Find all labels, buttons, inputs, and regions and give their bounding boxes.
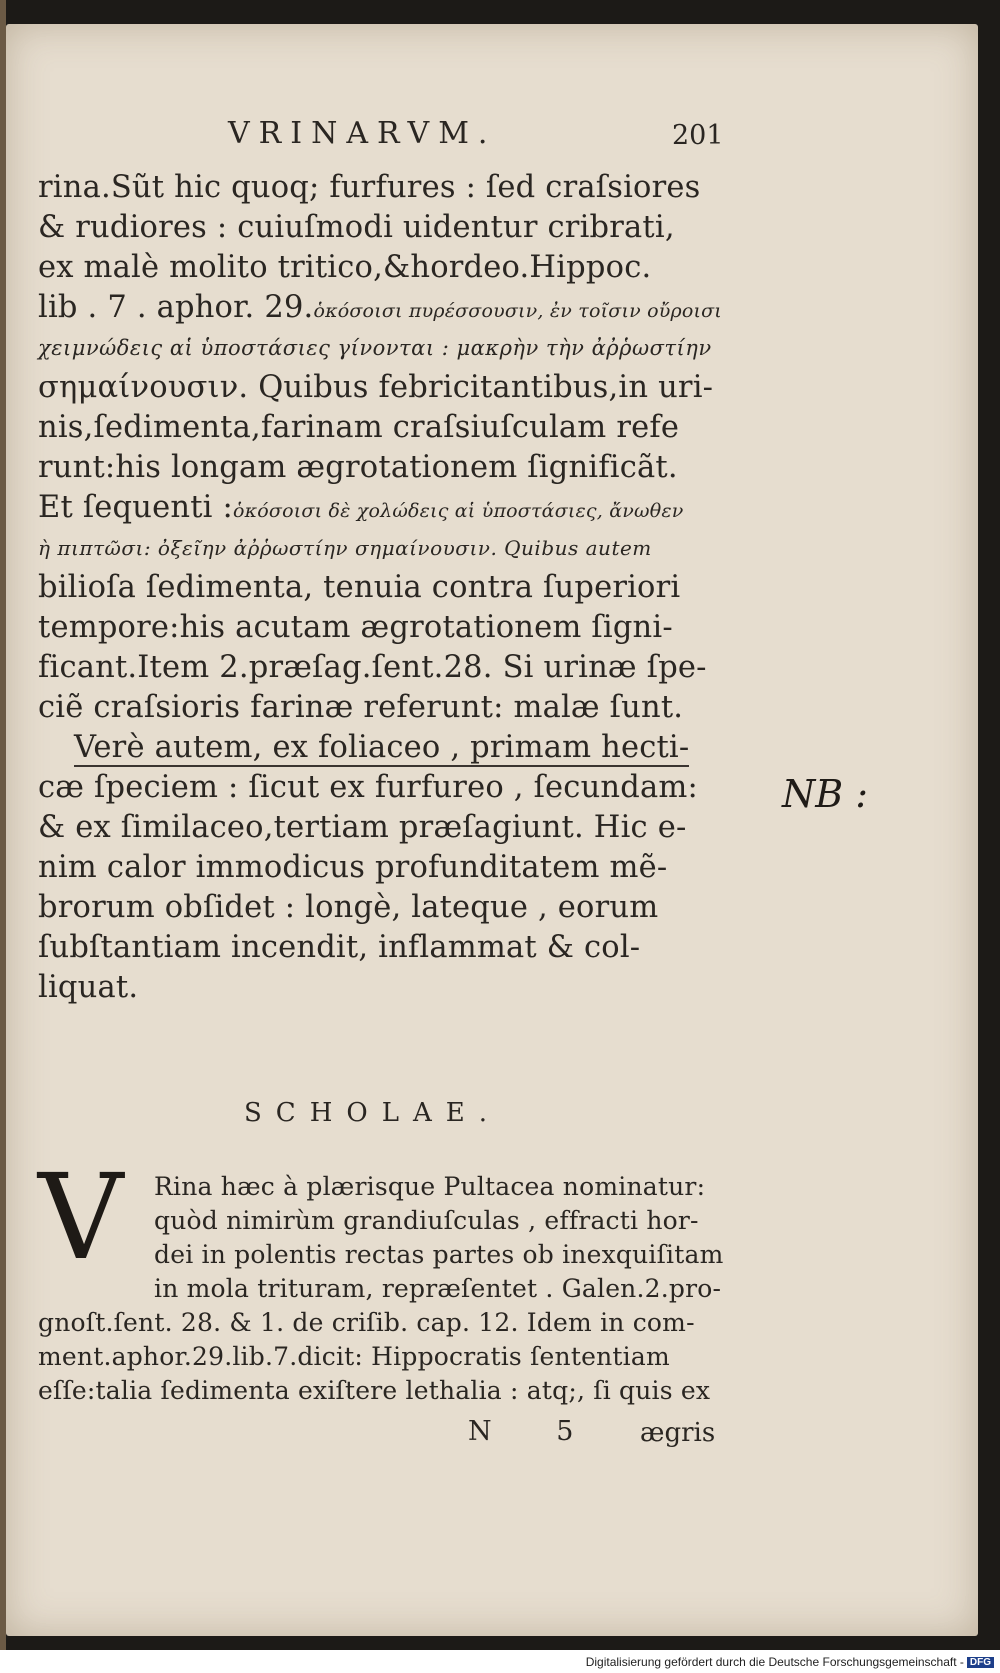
text-line: runt:his longam ægrotationem ſignificãt. bbox=[38, 450, 678, 485]
text-line bbox=[38, 288, 738, 328]
text-line: ment.aphor.29.lib.7.dicit: Hippocratis ſententiam bbox=[38, 1342, 670, 1371]
drop-capital: V bbox=[38, 1148, 124, 1286]
text-line: ex malè molito tritico,&hordeo.Hippoc. bbox=[38, 250, 652, 285]
text-line: brorum obſidet : longè, lateque , eorum bbox=[38, 890, 659, 925]
text-line bbox=[38, 488, 738, 528]
text-line: eſſe:talia ſedimenta exiſtere lethalia : atq;, ſi quis ex bbox=[38, 1376, 711, 1405]
main-text bbox=[38, 168, 738, 1008]
scholae-text bbox=[38, 1170, 738, 1408]
text-line: quòd nimirùm grandiuſculas , effracti hor- bbox=[154, 1206, 699, 1235]
catchword: ægris bbox=[640, 1418, 716, 1448]
running-head: VRINARVM. bbox=[228, 116, 497, 151]
text-line: Rina hæc à plærisque Pultacea nominatur: bbox=[154, 1172, 706, 1201]
greek-segment: ὁκόσοισι πυρέσσουσιν, ἐν τοῖσιν οὔροισι bbox=[313, 300, 722, 322]
handwritten-margin-note: NB : bbox=[782, 772, 869, 816]
text-line: dei in polentis rectas partes ob inexquiſitam bbox=[154, 1240, 724, 1269]
text-line: & ex ſimilaceo,tertiam præſagiunt. Hic e- bbox=[38, 810, 687, 845]
text-line: bilioſa ſedimenta, tenuia contra ſuperiori bbox=[38, 570, 681, 605]
text-line: rina.Sũt hic quoq; furfures : ſed craſsiores bbox=[38, 170, 701, 205]
greek-line: ὴ πιπτῶσι: ὀξεῖην ἀῤῥωστίην σημαίνουσιν. Quibus autem bbox=[38, 536, 652, 560]
text-line: liquat. bbox=[38, 970, 139, 1005]
text-line: gnoſt.ſent. 28. & 1. de criſib. cap. 12. Idem in com- bbox=[38, 1308, 695, 1337]
text-line: cæ ſpeciem : ſicut ex furfureo , ſecundam: bbox=[38, 770, 698, 805]
page-number: 201 bbox=[672, 120, 724, 151]
text-segment: Et ſequenti : bbox=[38, 490, 233, 525]
text-line: & rudiores : cuiuſmodi uidentur cribrati, bbox=[38, 210, 675, 245]
text-segment: lib . 7 . aphor. 29. bbox=[38, 290, 314, 325]
dfg-logo: DFG bbox=[967, 1657, 994, 1668]
credit-text: Digitalisierung gefördert durch die Deutsche Forschungsgemeinschaft - bbox=[585, 1655, 964, 1669]
greek-line: χειμνώδεις αἱ ὑποστάσιες γίνονται : μακρὴν τὴν ἀῤῥωστίην bbox=[38, 336, 712, 360]
greek-segment: ὁκόσοισι δὲ χολώδεις αἱ ὑποστάσιες, ἄνωθεν bbox=[233, 500, 684, 522]
text-line: σημαίνουσιν. Quibus febricitantibus,in uri- bbox=[38, 370, 714, 405]
text-line: ficant.Item 2.præſag.ſent.28. Si urinæ ſpe- bbox=[38, 650, 707, 685]
section-heading: SCHOLAE. bbox=[244, 1098, 501, 1128]
text-line bbox=[38, 728, 738, 768]
text-line: in mola trituram, repræſentet . Galen.2.pro- bbox=[154, 1274, 722, 1303]
text-line: ſubſtantiam incendit, inflammat & col- bbox=[38, 930, 641, 965]
underlined-passage: Verè autem, ex foliaceo , primam hecti- bbox=[74, 730, 690, 765]
text-line: ciẽ craſsioris farinæ referunt: malæ ſunt. bbox=[38, 690, 684, 725]
text-line: tempore:his acutam ægrotationem ſigni- bbox=[38, 610, 673, 645]
digitization-credit bbox=[586, 1655, 994, 1669]
signature-mark: N 5 bbox=[468, 1416, 602, 1447]
text-line: nis,ſedimenta,farinam craſsiuſculam refe bbox=[38, 410, 680, 445]
text-line: nim calor immodicus profunditatem mẽ- bbox=[38, 850, 668, 885]
